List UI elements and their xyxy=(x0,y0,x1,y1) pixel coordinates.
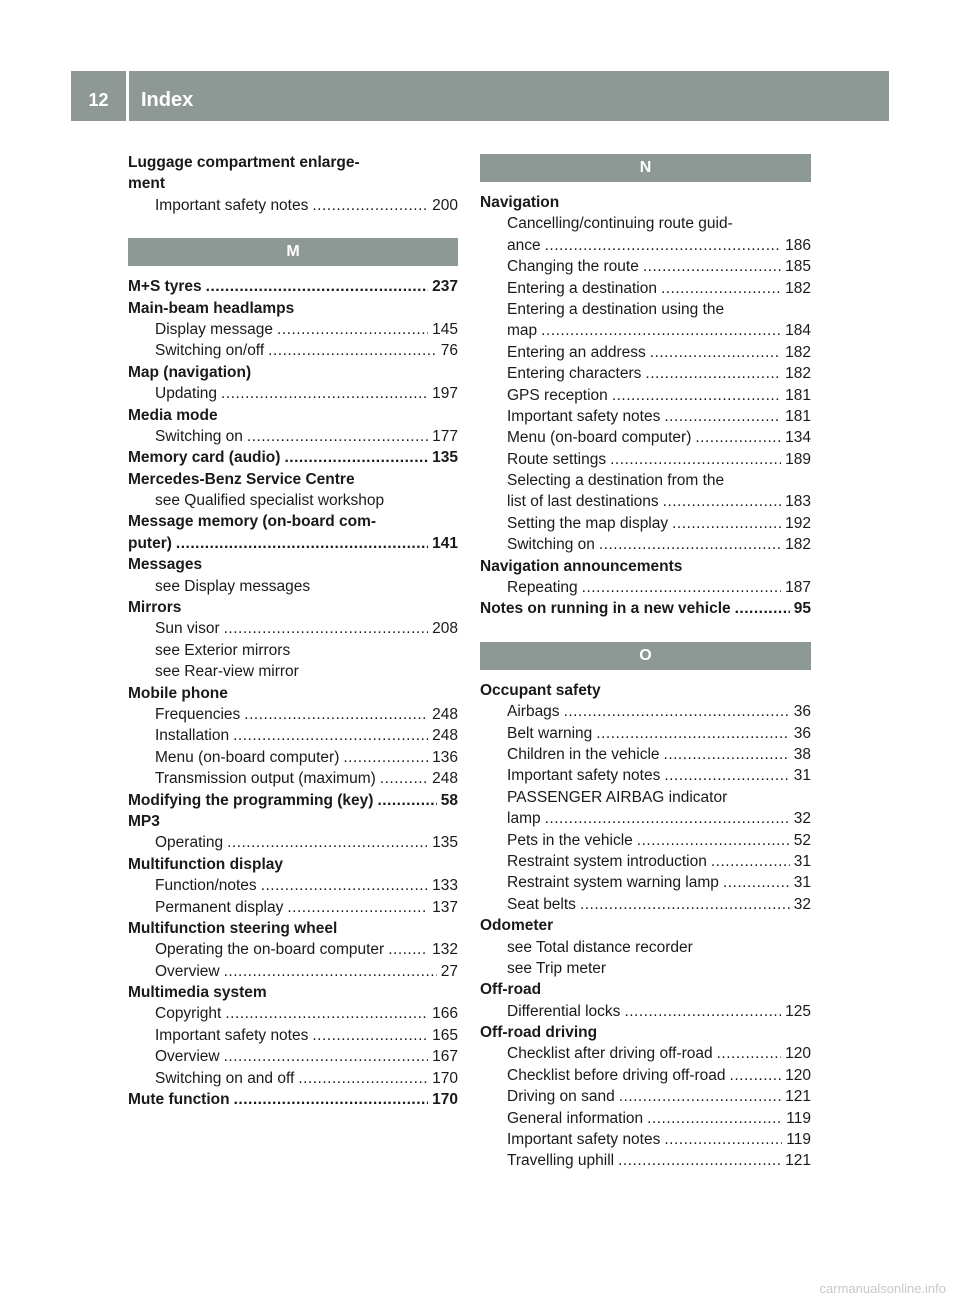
see-reference[interactable]: see Trip meter xyxy=(507,959,607,977)
entry-text: Transmission output (maximum) xyxy=(155,770,376,788)
entry-text: Belt warning xyxy=(507,724,593,742)
leader-dots xyxy=(645,363,781,384)
entry-text: Overview xyxy=(155,962,220,980)
leader-dots xyxy=(284,447,428,468)
page-ref: 95 xyxy=(793,600,811,618)
entry-text-line: Selecting a destination from the xyxy=(507,472,725,490)
entry-text: Restraint system introduction xyxy=(507,852,707,870)
index-entry[interactable] xyxy=(128,1003,458,1024)
entry-text: GPS reception xyxy=(507,386,608,404)
entry-text: Menu (on-board computer) xyxy=(155,748,340,766)
page-ref: 184 xyxy=(785,322,811,340)
entry-text: Differential locks xyxy=(507,1002,621,1020)
index-heading: Map (navigation) xyxy=(128,363,252,381)
page-ref: 31 xyxy=(793,852,811,870)
index-entry[interactable] xyxy=(480,808,811,829)
page-ref: 141 xyxy=(432,534,458,552)
index-entry[interactable] xyxy=(128,961,458,982)
page-ref: 167 xyxy=(432,1048,458,1066)
watermark: carmanualsonline.info xyxy=(819,1281,946,1296)
index-entry[interactable] xyxy=(128,276,458,297)
leader-dots xyxy=(233,725,428,746)
leader-dots xyxy=(388,939,428,960)
index-entry[interactable] xyxy=(480,1001,811,1022)
index-heading: Multifunction display xyxy=(128,855,283,873)
index-heading: Off-road xyxy=(480,981,542,999)
index-entry[interactable] xyxy=(480,256,811,277)
leader-dots xyxy=(545,235,782,256)
leader-dots xyxy=(234,1089,429,1110)
page-ref: 186 xyxy=(785,236,811,254)
page-ref: 182 xyxy=(785,279,811,297)
index-entry[interactable] xyxy=(480,427,811,448)
page-ref: 32 xyxy=(793,810,811,828)
leader-dots xyxy=(224,1046,429,1067)
leader-dots xyxy=(277,319,428,340)
index-entry[interactable] xyxy=(128,319,458,340)
page-ref: 200 xyxy=(432,196,458,214)
index-entry[interactable] xyxy=(480,851,811,872)
entry-text: Switching on and off xyxy=(155,1069,295,1087)
entry-text: Operating xyxy=(155,834,224,852)
entry-text: Overview xyxy=(155,1048,220,1066)
leader-dots xyxy=(619,1086,781,1107)
leader-dots xyxy=(225,1003,428,1024)
page-ref: 181 xyxy=(785,386,811,404)
entry-text: Restraint system warning lamp xyxy=(507,874,719,892)
leader-dots xyxy=(637,830,790,851)
page-ref: 58 xyxy=(440,791,458,809)
index-entry[interactable] xyxy=(128,725,458,746)
entry-text: ance xyxy=(507,236,541,254)
index-entry[interactable] xyxy=(128,832,458,853)
index-entry[interactable] xyxy=(480,320,811,341)
page-ref: 192 xyxy=(785,514,811,532)
entry-text: Airbags xyxy=(507,703,560,721)
entry-text: Pets in the vehicle xyxy=(507,831,633,849)
entry-text: Mute function xyxy=(128,1091,230,1109)
page-ref: 182 xyxy=(785,343,811,361)
page-ref: 185 xyxy=(785,258,811,276)
index-entry[interactable] xyxy=(128,1046,458,1067)
page-ref: 170 xyxy=(432,1069,458,1087)
letter-heading-m: M xyxy=(128,238,458,266)
page-ref: 52 xyxy=(793,831,811,849)
entry-text: General information xyxy=(507,1109,644,1127)
index-entry[interactable] xyxy=(128,340,458,361)
index-heading: Mercedes-Benz Service Centre xyxy=(128,470,355,488)
leader-dots xyxy=(664,406,781,427)
entry-text-line: PASSENGER AIRBAG indicator xyxy=(507,788,728,806)
index-entry[interactable] xyxy=(480,1129,811,1150)
page-ref: 121 xyxy=(785,1088,811,1106)
page-ref: 119 xyxy=(786,1109,811,1127)
entry-text: Memory card (audio) xyxy=(128,449,281,467)
entry-text: puter) xyxy=(128,534,172,552)
page-ref: 36 xyxy=(793,724,811,742)
leader-dots xyxy=(661,278,781,299)
entry-text: lamp xyxy=(507,810,541,828)
entry-text: Travelling uphill xyxy=(507,1152,615,1170)
page-ref: 36 xyxy=(793,703,811,721)
index-heading: Mobile phone xyxy=(128,684,228,702)
leader-dots xyxy=(664,765,789,786)
index-heading: Messages xyxy=(128,556,203,574)
leader-dots xyxy=(312,1025,428,1046)
index-entry[interactable] xyxy=(128,618,458,639)
entry-text: Modifying the programming (key) xyxy=(128,791,374,809)
page-ref: 183 xyxy=(785,493,811,511)
see-reference[interactable]: see Exterior mirrors xyxy=(155,641,291,659)
index-entry[interactable] xyxy=(480,363,811,384)
leader-dots xyxy=(717,1043,782,1064)
page-ref: 32 xyxy=(793,895,811,913)
entry-text: Sun visor xyxy=(155,620,220,638)
leader-dots xyxy=(380,768,428,789)
page-ref: 182 xyxy=(785,365,811,383)
entry-text: Permanent display xyxy=(155,898,284,916)
index-entry[interactable] xyxy=(480,577,811,598)
entry-text: Route settings xyxy=(507,450,607,468)
page-ref: 248 xyxy=(432,770,458,788)
leader-dots xyxy=(227,832,428,853)
entry-text: Function/notes xyxy=(155,877,257,895)
entry-text: Important safety notes xyxy=(155,196,309,214)
leader-dots xyxy=(224,961,437,982)
leader-dots xyxy=(247,426,428,447)
index-entry[interactable] xyxy=(128,533,458,554)
index-heading: Media mode xyxy=(128,406,218,424)
entry-text: Switching on xyxy=(507,536,595,554)
page-ref: 31 xyxy=(793,874,811,892)
index-entry[interactable] xyxy=(480,491,811,512)
page-ref: 134 xyxy=(785,429,811,447)
letter-heading-o: O xyxy=(480,642,811,670)
leader-dots xyxy=(672,513,781,534)
page-ref: 165 xyxy=(432,1026,458,1044)
page-ref: 132 xyxy=(432,941,458,959)
page-ref: 31 xyxy=(793,767,811,785)
page-ref: 136 xyxy=(432,748,458,766)
index-entry[interactable] xyxy=(480,385,811,406)
entry-text: Switching on/off xyxy=(155,342,265,360)
page-ref: 177 xyxy=(432,427,458,445)
index-entry[interactable] xyxy=(128,1068,458,1089)
leader-dots xyxy=(312,195,428,216)
see-reference[interactable]: see Rear-view mirror xyxy=(155,663,299,681)
index-entry[interactable] xyxy=(480,1150,811,1171)
leader-dots xyxy=(580,894,790,915)
entry-text: Checklist before driving off-road xyxy=(507,1066,726,1084)
index-entry[interactable] xyxy=(128,1025,458,1046)
index-entry[interactable] xyxy=(480,701,811,722)
index-heading: Navigation announcements xyxy=(480,557,683,575)
leader-dots xyxy=(545,808,790,829)
leader-dots xyxy=(723,872,790,893)
index-heading: Multimedia system xyxy=(128,984,267,1002)
leader-dots xyxy=(735,598,790,619)
page-ref: 181 xyxy=(785,407,811,425)
index-entry[interactable] xyxy=(480,342,811,363)
index-entry[interactable] xyxy=(128,747,458,768)
index-heading: Message memory (on-board com- xyxy=(128,513,377,531)
leader-dots xyxy=(647,1108,782,1129)
page-ref: 237 xyxy=(432,278,458,296)
see-reference[interactable]: see Qualified specialist workshop xyxy=(155,492,385,510)
index-heading: ment xyxy=(128,175,166,193)
page-ref: 248 xyxy=(432,727,458,745)
page-ref: 248 xyxy=(432,705,458,723)
page-ref: 76 xyxy=(440,342,458,360)
spacer xyxy=(128,216,458,238)
page-number: 12 xyxy=(88,90,109,110)
page-title: Index xyxy=(141,89,194,111)
page-ref: 38 xyxy=(793,745,811,763)
entry-text: Important safety notes xyxy=(507,767,661,785)
leader-dots xyxy=(624,1001,781,1022)
index-heading: Mirrors xyxy=(128,599,182,617)
index-entry[interactable] xyxy=(480,513,811,534)
index-heading: Occupant safety xyxy=(480,681,601,699)
header-divider xyxy=(126,71,129,121)
see-reference[interactable]: see Display messages xyxy=(155,577,311,595)
leader-dots xyxy=(711,851,790,872)
page-header xyxy=(71,71,889,121)
entry-text: Checklist after driving off-road xyxy=(507,1045,713,1063)
page-ref: 137 xyxy=(432,898,458,916)
entry-text: Driving on sand xyxy=(507,1088,615,1106)
entry-text: Frequencies xyxy=(155,705,241,723)
leader-dots xyxy=(596,723,789,744)
page-ref: 119 xyxy=(786,1131,811,1149)
index-entry[interactable] xyxy=(480,1108,811,1129)
index-column-left xyxy=(128,152,458,1110)
leader-dots xyxy=(564,701,790,722)
page-ref: 170 xyxy=(432,1091,458,1109)
leader-dots xyxy=(244,704,428,725)
entry-text: Changing the route xyxy=(507,258,639,276)
index-entry[interactable] xyxy=(480,723,811,744)
index-entry[interactable] xyxy=(480,534,811,555)
leader-dots xyxy=(610,449,781,470)
index-entry[interactable] xyxy=(480,278,811,299)
leader-dots xyxy=(541,320,781,341)
letter-heading-n: N xyxy=(480,154,811,182)
leader-dots xyxy=(663,491,781,512)
leader-dots xyxy=(298,1068,428,1089)
page-ref: 120 xyxy=(785,1045,811,1063)
leader-dots xyxy=(664,744,790,765)
index-entry[interactable] xyxy=(128,447,458,468)
page-ref: 145 xyxy=(432,320,458,338)
entry-text: Menu (on-board computer) xyxy=(507,429,692,447)
index-heading: Navigation xyxy=(480,194,560,211)
page-ref: 187 xyxy=(785,579,811,597)
index-entry[interactable] xyxy=(480,744,811,765)
entry-text: map xyxy=(507,322,538,340)
entry-text: Repeating xyxy=(507,579,578,597)
leader-dots xyxy=(730,1065,782,1086)
entry-text: Updating xyxy=(155,385,218,403)
page-ref: 208 xyxy=(432,620,458,638)
page-ref: 120 xyxy=(785,1066,811,1084)
index-entry[interactable] xyxy=(128,939,458,960)
leader-dots xyxy=(695,427,781,448)
entry-text: M+S tyres xyxy=(128,278,202,296)
entry-text: Switching on xyxy=(155,427,243,445)
leader-dots xyxy=(377,790,436,811)
index-entry[interactable] xyxy=(480,765,811,786)
page-ref: 135 xyxy=(432,449,458,467)
leader-dots xyxy=(221,383,428,404)
page-ref: 133 xyxy=(432,877,458,895)
index-entry[interactable] xyxy=(480,235,811,256)
index-entry[interactable] xyxy=(480,1086,811,1107)
leader-dots xyxy=(206,276,428,297)
entry-text: Copyright xyxy=(155,1005,222,1023)
entry-text-line: Cancelling/continuing route guid- xyxy=(507,215,733,233)
index-heading: Odometer xyxy=(480,917,554,935)
leader-dots xyxy=(664,1129,782,1150)
page-ref: 135 xyxy=(432,834,458,852)
entry-text: Entering characters xyxy=(507,365,642,383)
entry-text: list of last destinations xyxy=(507,493,659,511)
entry-text: Entering a destination xyxy=(507,279,657,297)
index-heading: MP3 xyxy=(128,812,160,830)
index-entry[interactable] xyxy=(128,875,458,896)
index-entry[interactable] xyxy=(480,406,811,427)
page-ref: 121 xyxy=(785,1152,811,1170)
leader-dots xyxy=(618,1150,781,1171)
leader-dots xyxy=(287,897,428,918)
entry-text: Important safety notes xyxy=(155,1026,309,1044)
leader-dots xyxy=(612,385,781,406)
leader-dots xyxy=(599,534,781,555)
index-entry[interactable] xyxy=(480,894,811,915)
index-column-right xyxy=(480,154,811,1172)
leader-dots xyxy=(343,747,428,768)
page-ref: 27 xyxy=(440,962,458,980)
leader-dots xyxy=(268,340,437,361)
index-entry[interactable] xyxy=(128,790,458,811)
index-entry[interactable] xyxy=(480,830,811,851)
index-entry[interactable] xyxy=(480,598,811,619)
spacer xyxy=(480,620,811,642)
index-entry[interactable] xyxy=(480,872,811,893)
leader-dots xyxy=(643,256,781,277)
index-entry[interactable] xyxy=(128,768,458,789)
page-ref: 189 xyxy=(785,450,811,468)
entry-text: Entering an address xyxy=(507,343,646,361)
leader-dots xyxy=(261,875,428,896)
index-entry[interactable] xyxy=(128,426,458,447)
entry-text: Seat belts xyxy=(507,895,576,913)
index-entry[interactable] xyxy=(128,897,458,918)
index-entry[interactable] xyxy=(128,1089,458,1110)
index-heading: Luggage compartment enlarge- xyxy=(128,154,360,171)
entry-text: Children in the vehicle xyxy=(507,745,660,763)
entry-text: Notes on running in a new vehicle xyxy=(480,600,731,618)
page-ref: 197 xyxy=(432,385,458,403)
entry-text: Operating the on-board computer xyxy=(155,941,385,959)
index-entry[interactable] xyxy=(480,1065,811,1086)
page-ref: 182 xyxy=(785,536,811,554)
index-entry[interactable] xyxy=(480,449,811,470)
index-entry[interactable] xyxy=(128,195,458,216)
index-entry[interactable] xyxy=(128,383,458,404)
entry-text: Setting the map display xyxy=(507,514,669,532)
index-entry[interactable] xyxy=(128,704,458,725)
page-ref: 125 xyxy=(785,1002,811,1020)
index-heading: Off-road driving xyxy=(480,1024,598,1042)
entry-text: Important safety notes xyxy=(507,407,661,425)
leader-dots xyxy=(176,533,428,554)
leader-dots xyxy=(224,618,429,639)
leader-dots xyxy=(582,577,781,598)
index-entry[interactable] xyxy=(480,1043,811,1064)
see-reference[interactable]: see Total distance recorder xyxy=(507,938,693,956)
index-heading: Main-beam headlamps xyxy=(128,299,295,317)
index-heading: Multifunction steering wheel xyxy=(128,919,338,937)
entry-text: Installation xyxy=(155,727,230,745)
entry-text-line: Entering a destination using the xyxy=(507,300,725,318)
entry-text: Display message xyxy=(155,320,274,338)
page-ref: 166 xyxy=(432,1005,458,1023)
leader-dots xyxy=(650,342,781,363)
entry-text: Important safety notes xyxy=(507,1131,661,1149)
